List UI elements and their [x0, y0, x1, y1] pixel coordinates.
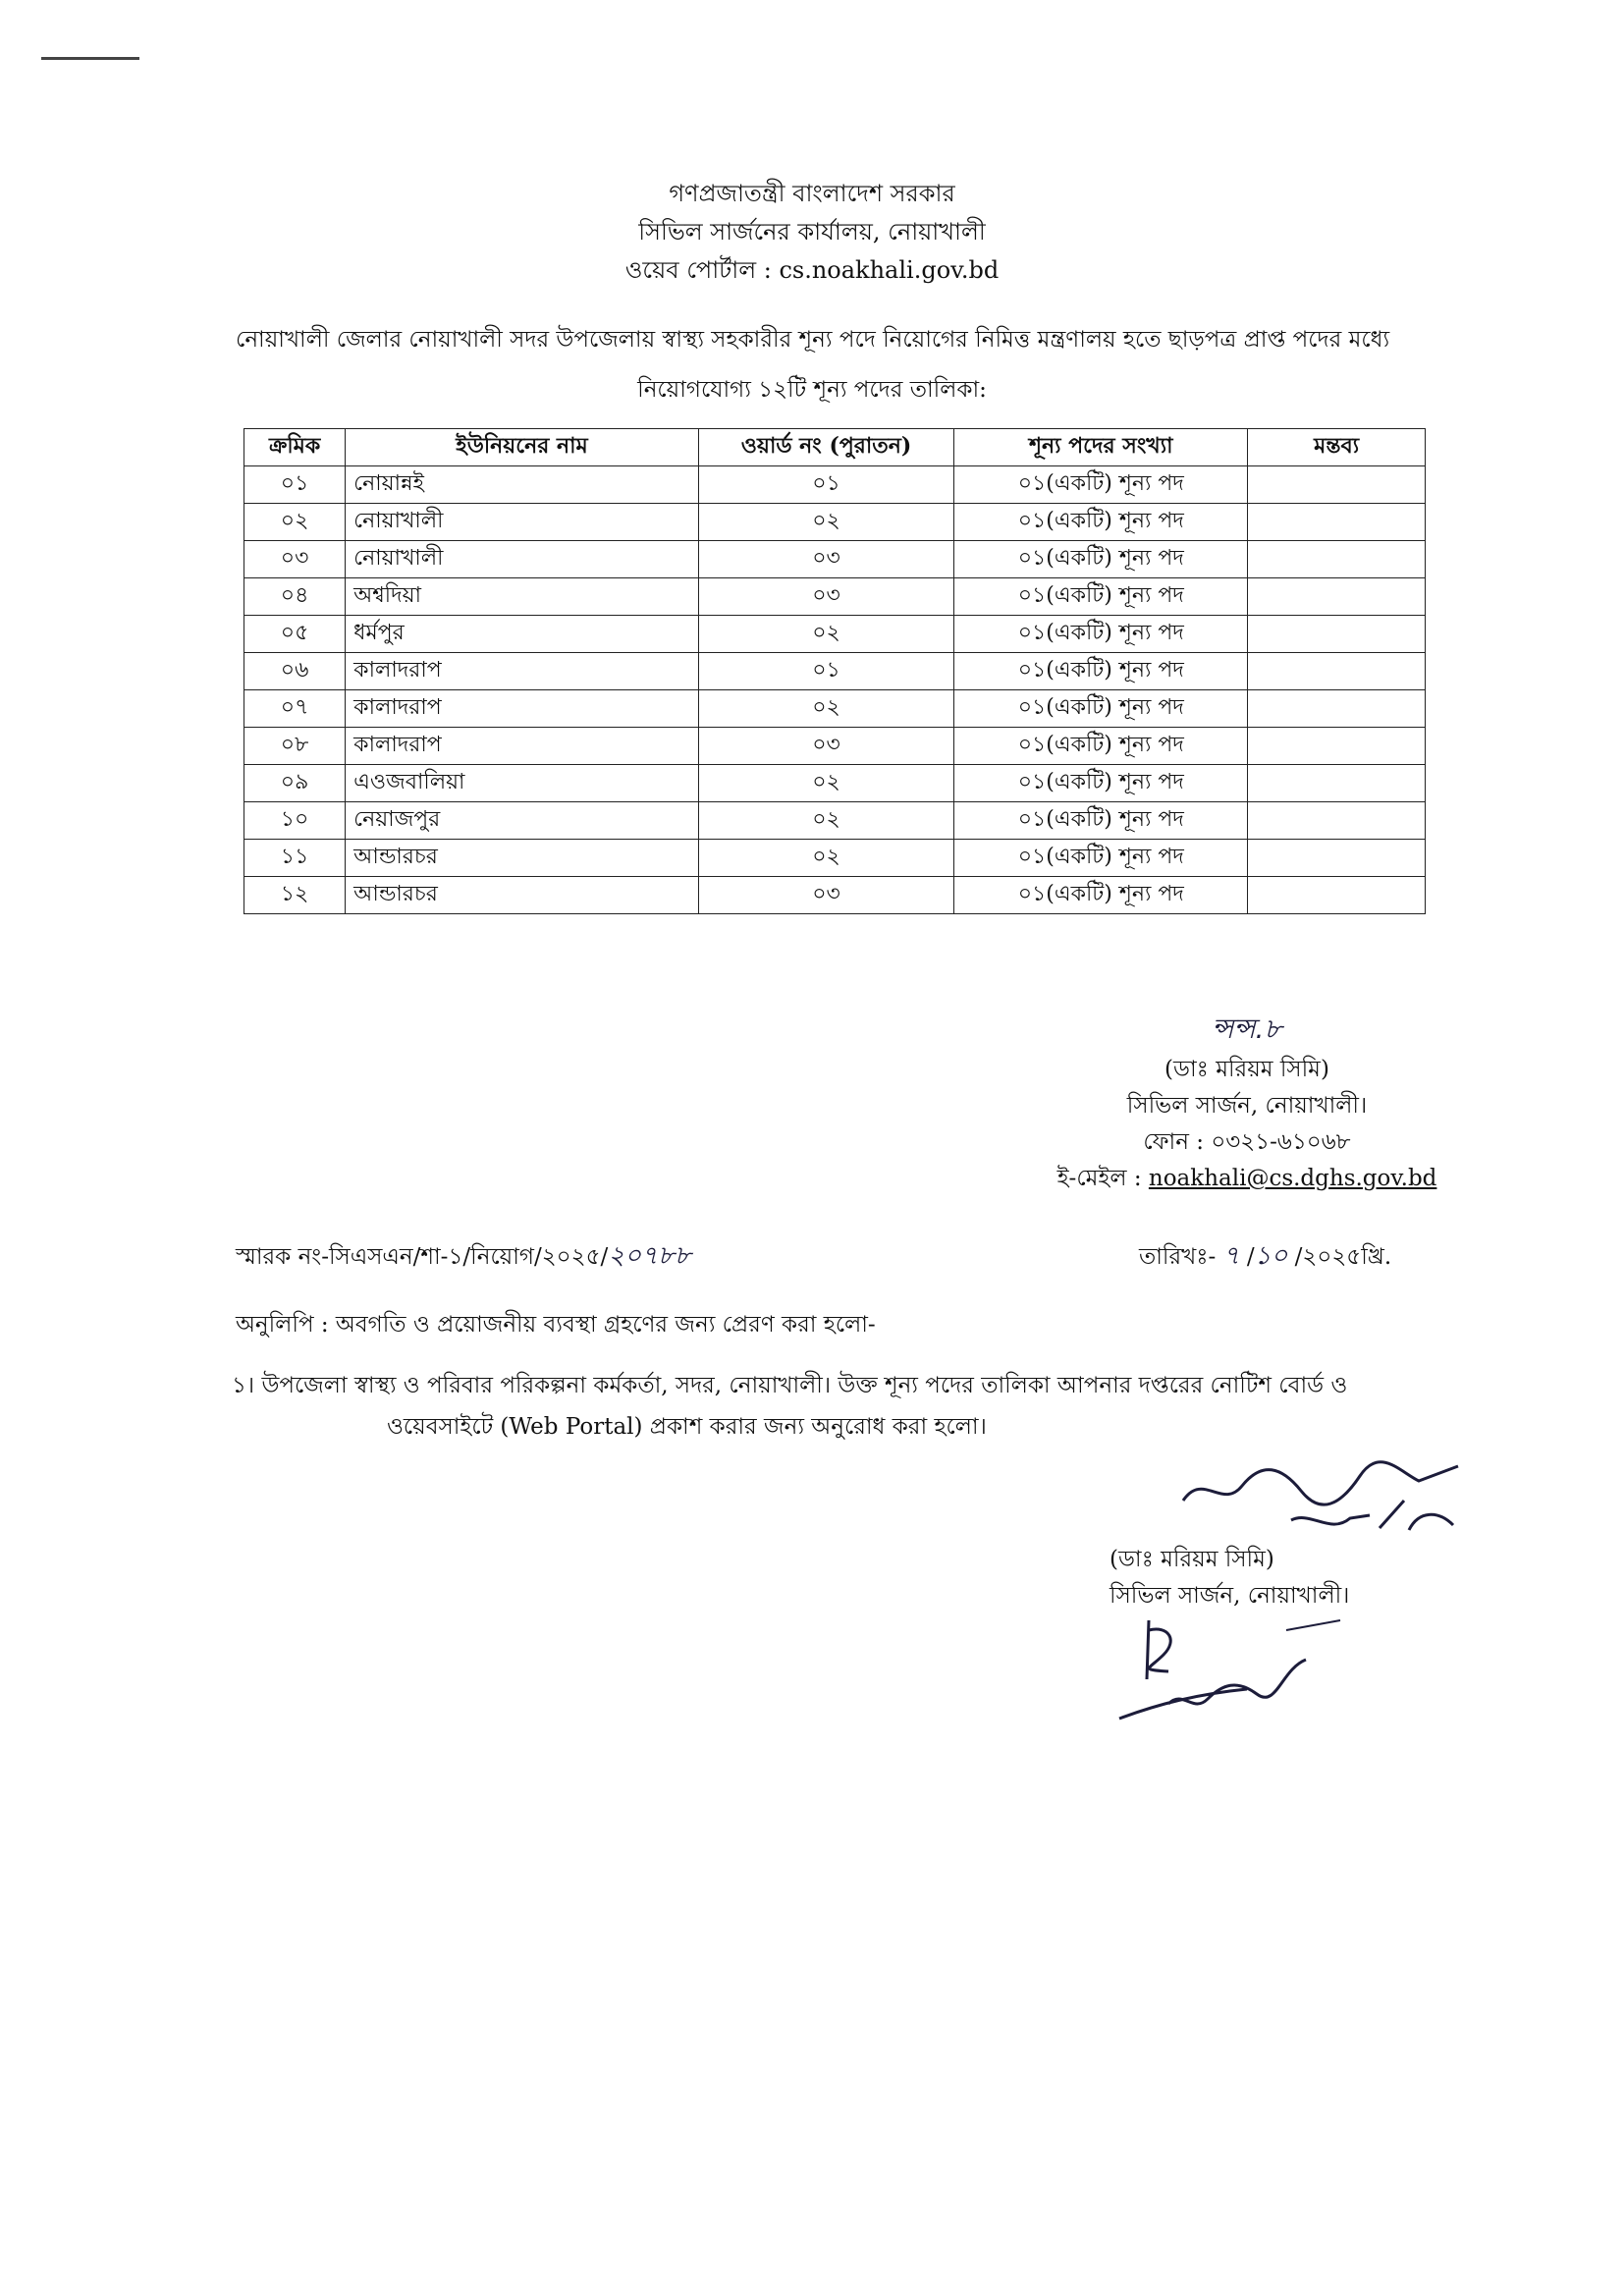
cc-label: অনুলিপি : অবগতি ও প্রয়োজনীয় ব্যবস্থা গ্রহণের জন্য প্রেরণ করা হলো- — [236, 1312, 876, 1338]
cell-remark — [1248, 840, 1426, 877]
cell-ward: ০৩ — [698, 578, 953, 616]
email-label: ই-মেইল : — [1056, 1166, 1149, 1191]
cell-ward: ০৩ — [698, 728, 953, 765]
cell-serial: ০৯ — [244, 765, 346, 802]
cell-posts: ০১(একটি) শূন্য পদ — [954, 466, 1248, 504]
cell-ward: ০২ — [698, 840, 953, 877]
memo-ref-handwritten: ২০৭৮৮ — [608, 1241, 691, 1271]
col-posts: শূন্য পদের সংখ্যা — [954, 429, 1248, 466]
memo-date — [1139, 1235, 1391, 1279]
cell-ward: ০২ — [698, 690, 953, 728]
cell-ward: ০১ — [698, 653, 953, 690]
table-row — [244, 653, 1426, 690]
date-day: ৭ — [1222, 1241, 1240, 1271]
cell-remark — [1248, 877, 1426, 914]
cell-union: আন্ডারচর — [346, 840, 699, 877]
cell-posts: ০১(একটি) শূন্য পদ — [954, 504, 1248, 541]
letterhead — [0, 175, 1624, 290]
table-title: নিয়োগযোগ্য ১২টি শূন্য পদের তালিকা: — [637, 377, 987, 403]
cell-remark — [1248, 466, 1426, 504]
col-union: ইউনিয়নের নাম — [346, 429, 699, 466]
cell-remark — [1248, 504, 1426, 541]
table-row — [244, 578, 1426, 616]
cell-serial: ০৪ — [244, 578, 346, 616]
date-year: /২০২৫খ্রি. — [1287, 1244, 1392, 1270]
cell-ward: ০২ — [698, 504, 953, 541]
cell-remark — [1248, 541, 1426, 578]
cell-union: আন্ডারচর — [346, 877, 699, 914]
table-row — [244, 802, 1426, 840]
table-row — [244, 765, 1426, 802]
table-header-row — [244, 429, 1426, 466]
govt-title: গণপ্রজাতন্ত্রী বাংলাদেশ সরকার — [669, 180, 955, 207]
cell-posts: ০১(একটি) শূন্য পদ — [954, 690, 1248, 728]
cell-serial: ১১ — [244, 840, 346, 877]
email-address: noakhali@cs.dghs.gov.bd — [1148, 1166, 1437, 1191]
cell-posts: ০১(একটি) শূন্য পদ — [954, 765, 1248, 802]
email-line — [1041, 1161, 1453, 1197]
date-month: ১০ — [1254, 1241, 1288, 1271]
table-row — [244, 466, 1426, 504]
cc-recipient-1 — [232, 1365, 1432, 1448]
col-remark: মন্তব্য — [1248, 429, 1426, 466]
cell-serial: ০২ — [244, 504, 346, 541]
cell-posts: ০১(একটি) শূন্য পদ — [954, 541, 1248, 578]
cell-union: অশ্বদিয়া — [346, 578, 699, 616]
date-separator: / — [1239, 1244, 1255, 1270]
table-row — [244, 840, 1426, 877]
cell-serial: ০৭ — [244, 690, 346, 728]
col-serial: ক্রমিক — [244, 429, 346, 466]
cell-union: কালাদরাপ — [346, 690, 699, 728]
signatory-name: (ডাঃ মরিয়ম সিমি) — [1164, 1057, 1329, 1082]
cell-ward: ০৩ — [698, 877, 953, 914]
cell-remark — [1248, 653, 1426, 690]
cc-item-line-1: ১। উপজেলা স্বাস্থ্য ও পরিবার পরিকল্পনা কর্মকর্তা, সদর, নোয়াখালী। উক্ত শূন্য পদের তালিকা আপনার দপ্তরের নোটিশ বোর্ড ও — [232, 1373, 1348, 1398]
cell-serial: ০৩ — [244, 541, 346, 578]
cell-union: কালাদরাপ — [346, 653, 699, 690]
table-row — [244, 616, 1426, 653]
cell-posts: ০১(একটি) শূন্য পদ — [954, 877, 1248, 914]
cell-union: নোয়াখালী — [346, 541, 699, 578]
table-row — [244, 541, 1426, 578]
cell-remark — [1248, 690, 1426, 728]
cell-posts: ০১(একটি) শূন্য পদ — [954, 728, 1248, 765]
cell-union: নোয়ান্নই — [346, 466, 699, 504]
table-row — [244, 877, 1426, 914]
cell-union: নেয়াজপুর — [346, 802, 699, 840]
cell-union: নোয়াখালী — [346, 504, 699, 541]
cell-ward: ০২ — [698, 802, 953, 840]
signature-block — [1041, 1007, 1453, 1197]
table-row — [244, 690, 1426, 728]
phone-line — [1041, 1124, 1453, 1161]
table-row — [244, 504, 1426, 541]
initial-scribble — [1110, 1611, 1345, 1728]
scan-mark — [41, 57, 139, 60]
date-label: তারিখঃ- — [1139, 1244, 1223, 1270]
table-row — [244, 728, 1426, 765]
signature-scribble — [1173, 1442, 1468, 1550]
vacancy-table — [244, 428, 1426, 914]
cell-posts: ০১(একটি) শূন্য পদ — [954, 653, 1248, 690]
cell-serial: ১২ — [244, 877, 346, 914]
col-ward: ওয়ার্ড নং (পুরাতন) — [698, 429, 953, 466]
cell-posts: ০১(একটি) শূন্য পদ — [954, 578, 1248, 616]
cell-union: কালাদরাপ — [346, 728, 699, 765]
cell-union: এওজবালিয়া — [346, 765, 699, 802]
office-title: সিভিল সার্জনের কার্যালয়, নোয়াখালী — [638, 218, 986, 246]
signature-block-2 — [1110, 1542, 1404, 1614]
cell-serial: ০৮ — [244, 728, 346, 765]
cell-serial: ০৫ — [244, 616, 346, 653]
cell-ward: ০২ — [698, 616, 953, 653]
memo-reference — [236, 1235, 691, 1279]
cell-ward: ০৩ — [698, 541, 953, 578]
phone-number: ০৩২১-৬১০৬৮ — [1211, 1129, 1351, 1155]
cell-remark — [1248, 802, 1426, 840]
cell-remark — [1248, 765, 1426, 802]
cell-ward: ০১ — [698, 466, 953, 504]
cell-posts: ০১(একটি) শূন্য পদ — [954, 840, 1248, 877]
web-portal: ওয়েব পোর্টাল : cs.noakhali.gov.bd — [624, 256, 1000, 284]
cell-serial: ১০ — [244, 802, 346, 840]
cell-union: ধর্মপুর — [346, 616, 699, 653]
signatory2-name: (ডাঃ মরিয়ম সিমি) — [1110, 1547, 1274, 1572]
cell-serial: ০১ — [244, 466, 346, 504]
phone-label: ফোন : — [1143, 1129, 1212, 1155]
cell-posts: ০১(একটি) শূন্য পদ — [954, 616, 1248, 653]
cell-ward: ০২ — [698, 765, 953, 802]
cell-posts: ০১(একটি) শূন্য পদ — [954, 802, 1248, 840]
memo-ref-prefix: স্মারক নং-সিএসএন/শা-১/নিয়োগ/২০২৫/ — [236, 1244, 609, 1270]
signature-mark: ন্সন্স.৮ — [1212, 1012, 1282, 1045]
intro-text: নোয়াখালী জেলার নোয়াখালী সদর উপজেলায় স্বাস্থ্য সহকারীর শূন্য পদে নিয়োগের নিমিত্ত মন্ত্রণালয় হতে ছাড়পত্র প্রাপ্ত পদের মধ্যে — [236, 327, 1390, 353]
cell-serial: ০৬ — [244, 653, 346, 690]
cell-remark — [1248, 578, 1426, 616]
cell-remark — [1248, 616, 1426, 653]
cell-remark — [1248, 728, 1426, 765]
signatory-title: সিভিল সার্জন, নোয়াখালী। — [1126, 1093, 1368, 1119]
signatory2-title: সিভিল সার্জন, নোয়াখালী। — [1110, 1583, 1350, 1609]
cc-item-line-2: ওয়েবসাইটে (Web Portal) প্রকাশ করার জন্য অনুরোধ করা হলো। — [387, 1414, 987, 1440]
